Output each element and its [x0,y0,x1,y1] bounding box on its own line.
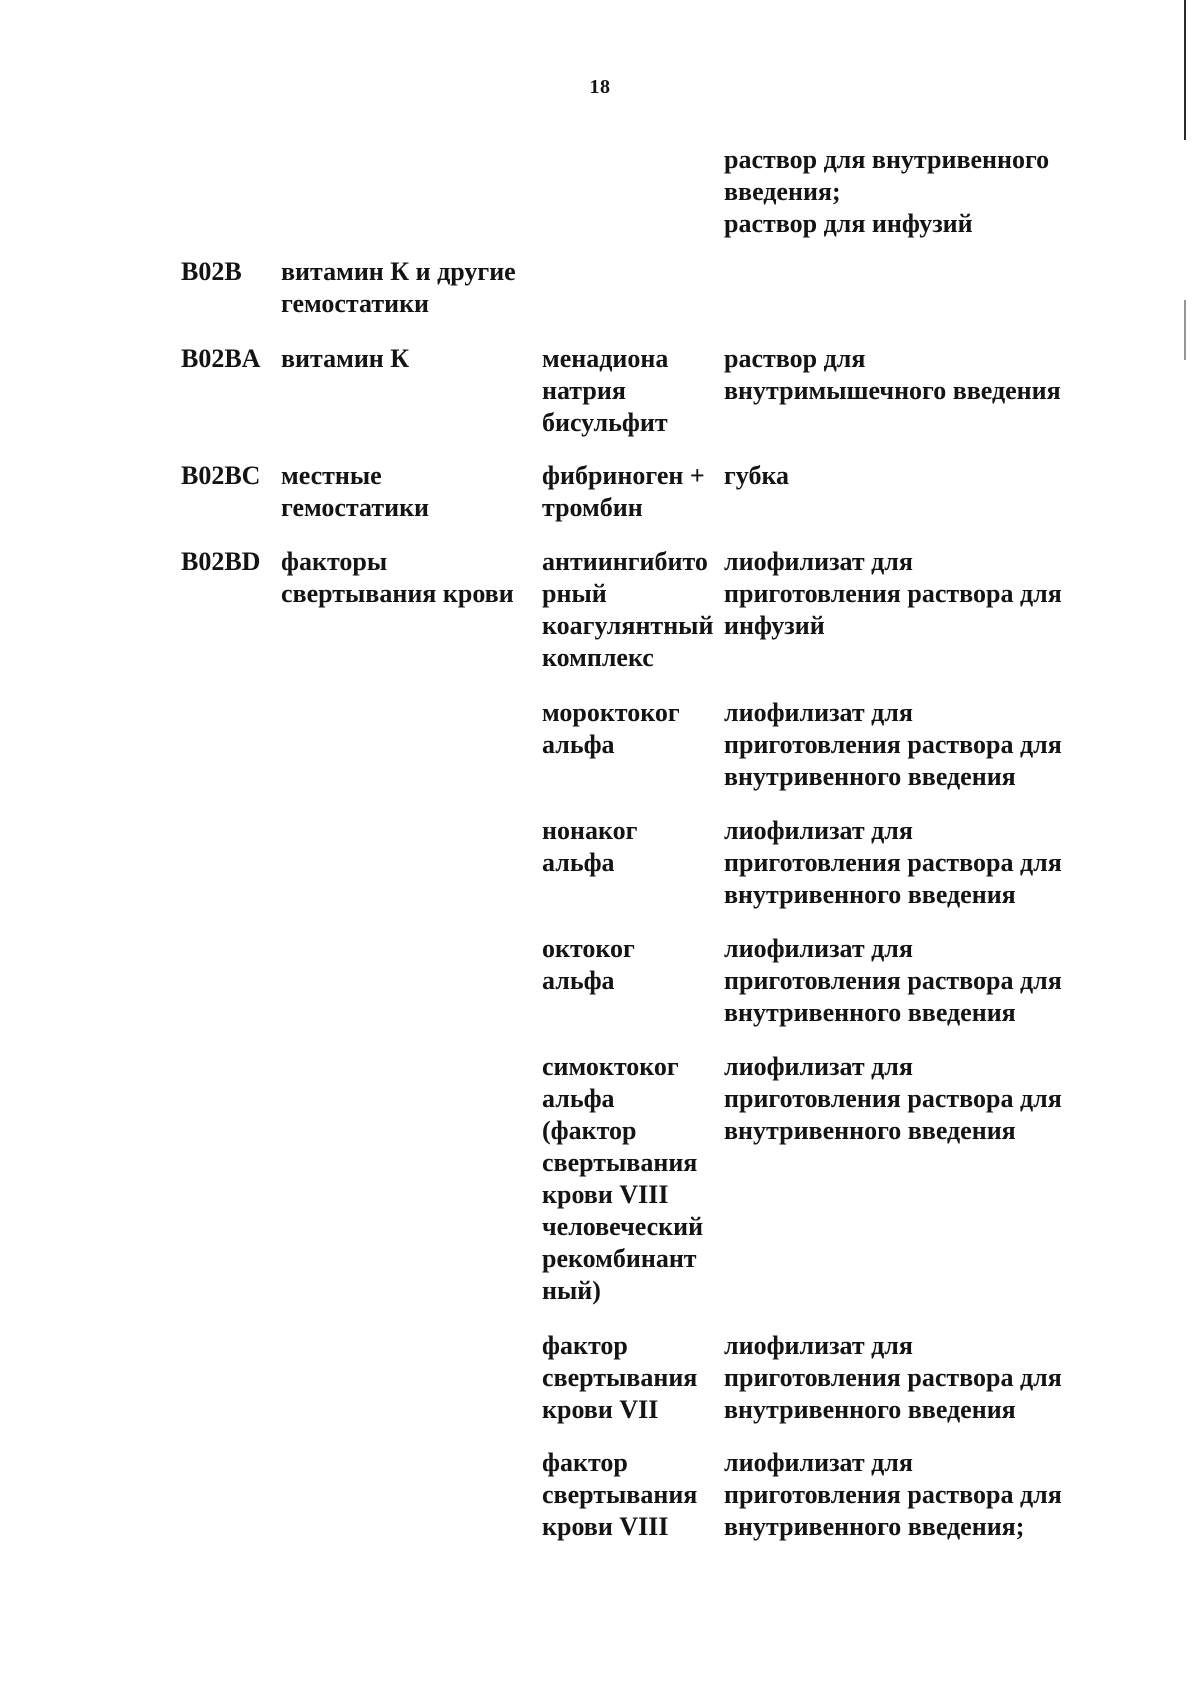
form-menadione: раствор для внутримышечного введения [724,344,1061,405]
form-factor-vii: лиофилизат для приготовления раствора для внутривенного введения [724,1331,1062,1424]
page-number: 18 [589,76,611,98]
drug-simoctocog-alfa: симоктоког альфа (фактор свертывания крови VIII человеческий рекомбинант ный) [542,1052,704,1305]
drug-factor-viii: фактор свертывания крови VIII [542,1448,698,1541]
drug-octocog-alfa: октоког альфа [542,934,635,995]
atc-group-b02ba: витамин К [281,344,410,373]
atc-group-b02b: витамин К и другие гемостатики [281,257,516,318]
drug-anti-inhibitor-complex: антиингибито рный коагулянтный комплекс [542,547,714,672]
atc-code-b02b: B02B [181,257,242,286]
drug-moroctocog-alfa: мороктоког альфа [542,698,680,759]
form-moroctocog-alfa: лиофилизат для приготовления раствора для внутривенного введения [724,698,1062,791]
atc-group-b02bd: факторы свертывания крови [281,547,514,608]
scan-edge-line [1184,300,1186,360]
form-nonacog-alfa: лиофилизат для приготовления раствора для внутривенного введения [724,816,1062,909]
form-simoctocog-alfa: лиофилизат для приготовления раствора для внутривенного введения [724,1052,1062,1145]
atc-code-b02bd: B02BD [181,547,261,576]
continued-dosage-form: раствор для внутривенного введения; раствор для инфузий [724,145,1050,238]
form-anti-inhibitor-complex: лиофилизат для приготовления раствора для инфузий [724,547,1062,640]
drug-menadione: менадиона натрия бисульфит [542,344,669,437]
atc-group-b02bc: местные гемостатики [281,461,430,522]
form-octocog-alfa: лиофилизат для приготовления раствора для внутривенного введения [724,934,1062,1027]
form-factor-viii: лиофилизат для приготовления раствора для внутривенного введения; [724,1448,1062,1541]
drug-factor-vii: фактор свертывания крови VII [542,1331,698,1424]
scan-edge-line [1184,0,1186,140]
atc-code-b02bc: B02BC [181,461,261,490]
drug-fibrinogen-thrombin: фибриноген + тромбин [542,461,705,522]
drug-nonacog-alfa: нонаког альфа [542,816,638,877]
form-fibrinogen-thrombin: губка [724,461,790,490]
atc-code-b02ba: B02BA [181,344,261,373]
